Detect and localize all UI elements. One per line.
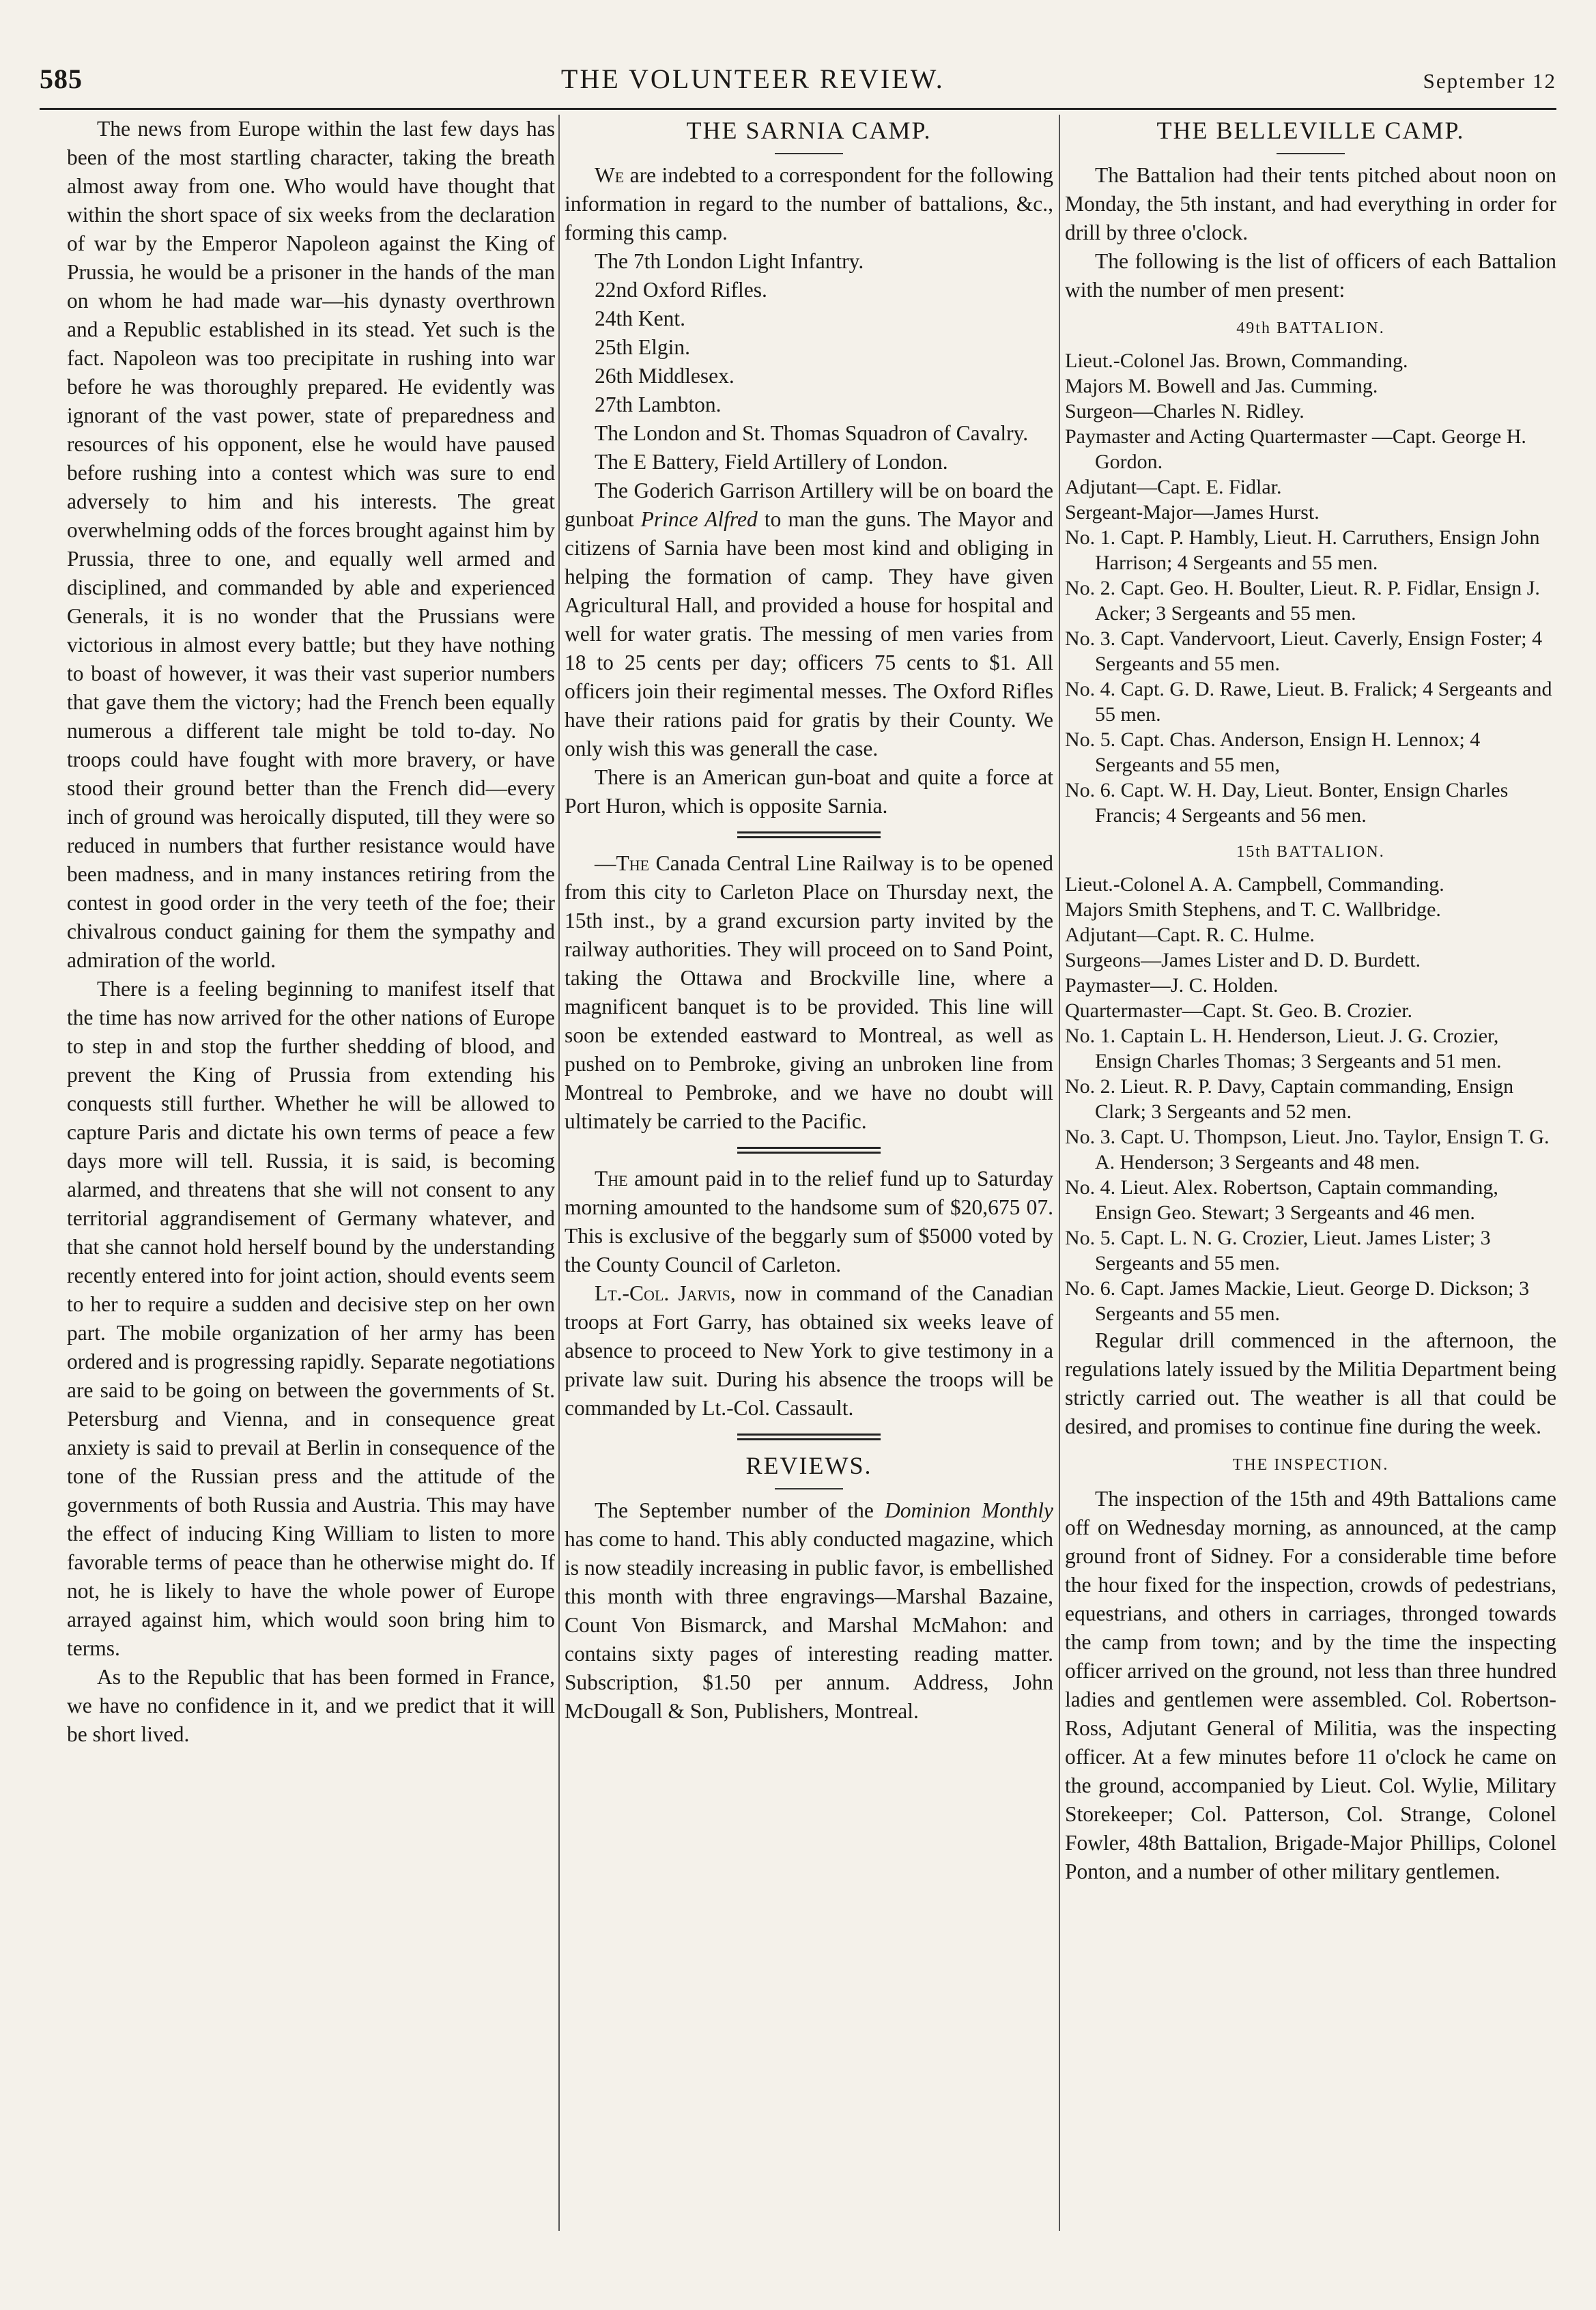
inspection-heading: THE INSPECTION. <box>1232 1456 1389 1474</box>
list-item: 26th Middlesex. <box>595 364 735 388</box>
text-run: The Goderich Garrison Artillery will be on board the gunboat <box>565 479 1053 531</box>
text-run: Canada Central Line Railway is to be opened from this city to Carleton Place on Thursday next, the 15th inst., by a grand excursion party invited by the railway authorities. They will proceed on to Sand Point, taking the Ottawa and Brockville line, where a magnificent banquet is to be provided. This line will soon be extended eastward to Montreal, as well as pushed on to Pembroke, giving an unbroken line from Montreal to Pembroke, and we have no doubt will ultimately be carried to the Pacific. <box>565 851 1053 1133</box>
header-rule <box>40 108 1556 110</box>
jarvis-paragraph <box>565 1279 1053 1423</box>
roster-entry: No. 3. Capt. U. Thompson, Lieut. Jno. Taylor, Ensign T. G. A. Henderson; 3 Sergeants and 48 men. <box>1065 1126 1550 1173</box>
battalion-49-roster <box>1065 348 1556 828</box>
editorial-paragraph: As to the Republic that has been formed in France, we have no confidence in it, and we predict that it will be short lived. <box>67 1665 555 1746</box>
page-number: 585 <box>40 63 83 94</box>
review-paragraph <box>565 1496 1053 1726</box>
roster-entry: No. 6. Capt. W. H. Day, Lieut. Bonter, Ensign Charles Francis; 4 Sergeants and 56 men. <box>1065 779 1509 827</box>
roster-entry: Majors M. Bowell and Jas. Cumming. <box>1065 375 1378 397</box>
heading-rule <box>775 153 843 154</box>
roster-entry: No. 2. Lieut. R. P. Davy, Captain commanding, Ensign Clark; 3 Sergeants and 52 men. <box>1065 1075 1514 1123</box>
list-item: The 7th London Light Infantry. <box>595 249 864 273</box>
ship-name: Prince Alfred <box>640 507 758 531</box>
gunboat-paragraph: There is an American gun-boat and quite a force at Port Huron, which is opposite Sarnia. <box>565 765 1053 818</box>
roster-entry: No. 3. Capt. Vandervoort, Lieut. Caverly, Ensign Foster; 4 Sergeants and 55 men. <box>1065 627 1543 675</box>
text-run: amount paid in to the relief fund up to Saturday morning amounted to the handsome sum of $20,675 07. This is exclusive of the beggarly sum of $5000 voted by the County Council of Carleton. <box>565 1167 1053 1277</box>
sarnia-intro <box>565 161 1053 247</box>
column-divider <box>1059 115 1060 2231</box>
roster-entry: Surgeons—James Lister and D. D. Burdett. <box>1065 949 1421 971</box>
roster-entry: Quartermaster—Capt. St. Geo. B. Crozier. <box>1065 999 1413 1022</box>
heading-rule <box>775 1488 843 1489</box>
lead-word: —The <box>595 851 650 875</box>
column-divider <box>558 115 560 2231</box>
list-item: 27th Lambton. <box>595 393 722 416</box>
battalion-15-roster <box>1065 872 1556 1326</box>
editorial-paragraph: There is a feeling beginning to manifest itself that the time has now arrived for the other nations of Europe to step in and stop the further shedding of blood, and prevent the King of Prussia from extending his conquests still further. Whether he will be allowed to capture Paris and dictate his own terms of peace a few days more will tell. Russia, it is said, is becoming alarmed, and threatens that she will not consent to any territorial aggrandisement of Germany whatever, and that she cannot hold herself bound by the understanding recently entered into for joint action, should events seem to her to require a sudden and decisive step on her own part. The mobile organization of her army has been ordered and is progressing rapidly. Separate negotiations are said to be going on between the governments of St. Petersburg and Vienna, and in consequence great anxiety is said to prevail at Berlin in consequence of the tone of the Russian press and the attitude of the governments of both Russia and Austria. This may have the effect of inducing King William to listen to more favorable terms of peace than he otherwise might do. If not, he is likely to have the whole power of Europe arrayed against him, which would soon bring him to terms. <box>67 977 555 1660</box>
list-item: 24th Kent. <box>595 306 685 330</box>
roster-entry: Majors Smith Stephens, and T. C. Wallbridge. <box>1065 898 1441 921</box>
editorial-paragraph: The news from Europe within the last few days has been of the most startling character, taking the breath almost away from one. Who would have thought that within the short space of six weeks from the declaration of war by the Emperor Napoleon against the King of Prussia, he would be a prisoner in the hands of the man on whom he had made war—his dynasty overthrown and a Republic established in its stead. Yet such is the fact. Napoleon was too precipitate in rushing into war before he was thoroughly prepared. He evidently was ignorant of the vast power, state of preparedness and resources of his opponent, else he would have paused before rushing into a contest which was sure to end adversely to him and his interests. The great overwhelming odds of the forces brought against him by Prussia, three to one, and equally well armed and disciplined, and commanded by able and experienced Generals, it is no wonder that the Prussians were victorious in almost every battle; but they have nothing to boast of however, it was their vast superior numbers that gave them the victory; had the French been equally numerous a different tale might be told to-day. No troops could have fought with more bravery, or have stood their ground better than the French did—every inch of ground was heroically disputed, till they were so reduced in numbers that further resistance would have been madness, and in many instances retiring from the contest in good order in the very teeth of the foe; their chivalrous conduct gaining for them the sympathy and admiration of the world. <box>67 117 555 972</box>
column-editorial <box>67 115 555 2272</box>
roster-entry: No. 5. Capt. Chas. Anderson, Ensign H. Lennox; 4 Sergeants and 55 men, <box>1065 728 1481 776</box>
intro-text: are indebted to a correspondent for the following information in regard to the number of battalions, &c., forming this camp. <box>565 163 1053 244</box>
roster-entry: No. 1. Captain L. H. Henderson, Lieut. J. G. Crozier, Ensign Charles Thomas; 3 Sergeants and 51 men. <box>1065 1025 1502 1072</box>
section-double-rule <box>737 1147 881 1154</box>
magazine-title: Dominion Monthly <box>884 1498 1053 1522</box>
roster-entry: No. 4. Lieut. Alex. Robertson, Captain commanding, Ensign Geo. Stewart; 3 Sergeants and 46 men. <box>1065 1176 1498 1224</box>
roster-entry: Sergeant-Major—James Hurst. <box>1065 501 1320 524</box>
reviews-heading: REVIEWS. <box>745 1452 872 1479</box>
inspection-paragraph: The inspection of the 15th and 49th Battalions came off on Wednesday morning, as announced, at the camp ground front of Sidney. For a considerable time before the hour fixed for the inspection, crowds of pedestrians, equestrians, and others in carriages, thronged towards the camp from town; and by the time the inspecting officer arrived on the ground, not less than three hundred ladies and gentlemen were assembled. Col. Robertson-Ross, Adjutant General of Militia, was the inspecting officer. At a few minutes before 11 o'clock he came on the ground, accompanied by Lieut. Col. Wylie, Military Storekeeper; Col. Patterson, Col. Strange, Colonel Fowler, 48th Battalion, Brigade-Major Phillips, Colonel Ponton, and a number of other military gentlemen. <box>1065 1487 1556 1883</box>
text-run: has come to hand. This ably conducted magazine, which is now steadily increasing in public favor, is embellished this month with three engravings—Marshal Bazaine, Count Von Bismarck, and Marshal McMahon: and contains sixty pages of interesting reading matter. Subscription, $1.50 per annum. Address, John McDougall & Son, Publishers, Montreal. <box>565 1527 1053 1723</box>
belleville-intro: The Battalion had their tents pitched about noon on Monday, the 5th instant, and had everything in order for drill by three o'clock. <box>1065 163 1556 244</box>
battalion-15-heading: 15th BATTALION. <box>1236 843 1385 861</box>
roster-entry: Surgeon—Charles N. Ridley. <box>1065 400 1305 423</box>
list-item: The London and St. Thomas Squadron of Cavalry. <box>595 421 1029 445</box>
text-run: The September number of the <box>595 1498 885 1522</box>
list-item: 22nd Oxford Rifles. <box>595 278 767 302</box>
section-double-rule <box>737 831 881 838</box>
battalion-list <box>565 247 1053 476</box>
roster-entry: Lieut.-Colonel Jas. Brown, Commanding. <box>1065 350 1408 372</box>
lead-word: We <box>595 163 625 187</box>
column-belleville <box>1065 115 1556 2272</box>
roster-entry: No. 5. Capt. L. N. G. Crozier, Lieut. James Lister; 3 Sergeants and 55 men. <box>1065 1227 1491 1274</box>
roster-entry: Adjutant—Capt. E. Fidlar. <box>1065 476 1282 498</box>
heading-rule <box>1277 153 1345 154</box>
roster-entry: No. 6. Capt. James Mackie, Lieut. George D. Dickson; 3 Sergeants and 55 men. <box>1065 1277 1530 1325</box>
roster-entry: Paymaster—J. C. Holden. <box>1065 974 1279 997</box>
lead-word: Lt.-Col. Jarvis, <box>595 1281 736 1305</box>
page-header <box>40 63 1556 105</box>
text-run: now in command of the Canadian troops at Fort Garry, has obtained six weeks leave of absence to proceed to New York to give testimony in a private law suit. During his absence the troops will be commanded by Lt.-Col. Cassault. <box>565 1281 1053 1420</box>
roster-entry: No. 4. Capt. G. D. Rawe, Lieut. B. Fralick; 4 Sergeants and 55 men. <box>1065 678 1552 726</box>
issue-date: September 12 <box>1423 69 1556 93</box>
list-item: The E Battery, Field Artillery of London. <box>595 450 948 474</box>
officers-list-intro: The following is the list of officers of each Battalion with the number of men present: <box>1065 249 1556 302</box>
drill-paragraph: Regular drill commenced in the afternoon, the regulations lately issued by the Militia Department being strictly carried out. The weather is all that could be desired, and promises to continue fine during the week. <box>1065 1328 1556 1438</box>
list-item: 25th Elgin. <box>595 335 690 359</box>
roster-entry: Paymaster and Acting Quartermaster —Capt. George H. Gordon. <box>1065 425 1526 473</box>
roster-entry: No. 2. Capt. Geo. H. Boulter, Lieut. R. P. Fidlar, Ensign J. Acker; 3 Sergeants and 55 men. <box>1065 577 1540 625</box>
roster-entry: Lieut.-Colonel A. A. Campbell, Commanding. <box>1065 873 1444 896</box>
column-news <box>565 115 1053 2272</box>
belleville-camp-heading: THE BELLEVILLE CAMP. <box>1156 117 1465 144</box>
text-run: to man the guns. The Mayor and citizens of Sarnia have been most kind and obliging in helping the formation of camp. They have given Agricultural Hall, and provided a house for hospital and well for water gratis. The messing of men varies from 18 to 25 cents per day; officers 75 cents to $1. All officers join their regimental messes. The Oxford Rifles have their rations paid for gratis by their County. We only wish this was generall the case. <box>565 507 1053 760</box>
goderich-paragraph <box>565 476 1053 763</box>
battalion-49-heading: 49th BATTALION. <box>1236 319 1385 337</box>
section-double-rule <box>737 1434 881 1440</box>
roster-entry: No. 1. Capt. P. Hambly, Lieut. H. Carruthers, Ensign John Harrison; 4 Sergeants and 55 men. <box>1065 526 1540 574</box>
roster-entry: Adjutant—Capt. R. C. Hulme. <box>1065 924 1315 946</box>
lead-word: The <box>595 1167 628 1190</box>
sarnia-camp-heading: THE SARNIA CAMP. <box>686 117 932 144</box>
relief-paragraph <box>565 1165 1053 1279</box>
railway-paragraph <box>565 849 1053 1136</box>
masthead: THE VOLUNTEER REVIEW. <box>560 63 945 94</box>
